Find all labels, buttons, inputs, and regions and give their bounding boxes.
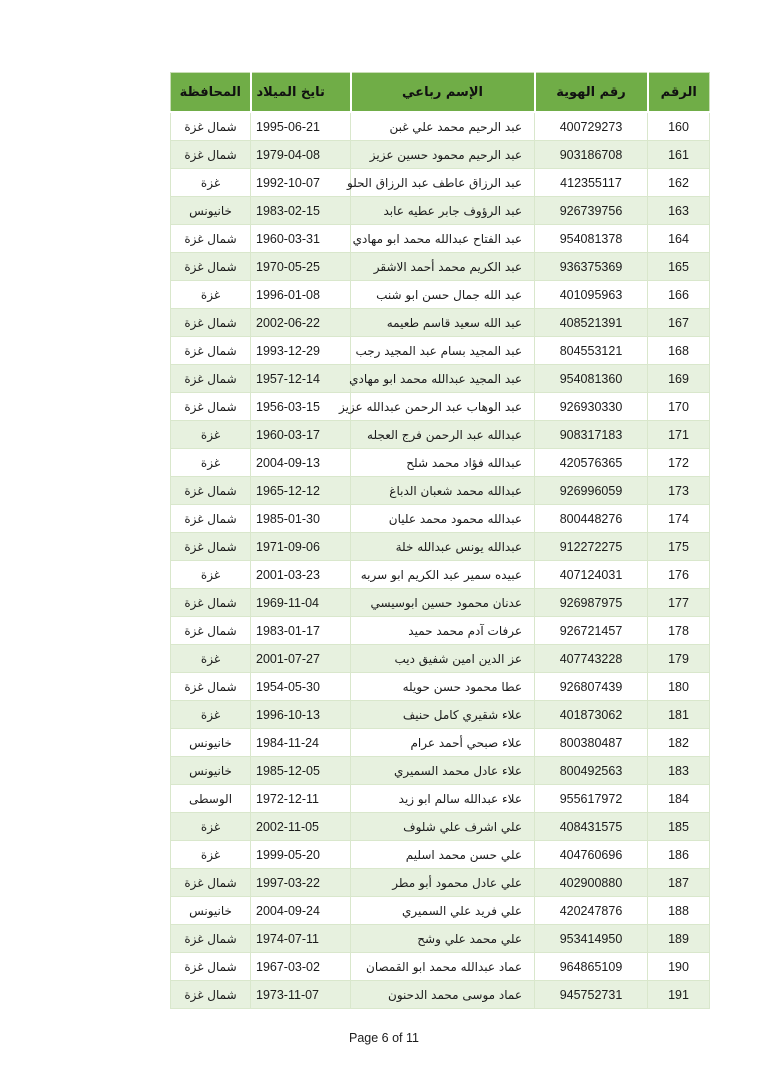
cell-dob: 1969-11-04 <box>251 589 351 617</box>
cell-num: 167 <box>648 309 710 337</box>
cell-id: 964865109 <box>535 953 648 981</box>
cell-id: 404760696 <box>535 841 648 869</box>
table-row <box>171 141 710 169</box>
cell-gov: شمال غزة <box>171 309 251 337</box>
cell-name: عبد الوهاب عبد الرحمن عبدالله عزيز <box>351 393 535 421</box>
cell-gov: غزة <box>171 169 251 197</box>
cell-id: 408431575 <box>535 813 648 841</box>
cell-num: 185 <box>648 813 710 841</box>
table-row <box>171 757 710 785</box>
table-row <box>171 112 710 141</box>
cell-num: 175 <box>648 533 710 561</box>
cell-name: علي عادل محمود أبو مطر <box>351 869 535 897</box>
cell-gov: غزة <box>171 421 251 449</box>
cell-name: عبد الله سعيد قاسم طعيمه <box>351 309 535 337</box>
cell-id: 955617972 <box>535 785 648 813</box>
cell-num: 176 <box>648 561 710 589</box>
cell-dob: 1972-12-11 <box>251 785 351 813</box>
cell-num: 173 <box>648 477 710 505</box>
table-row <box>171 841 710 869</box>
cell-gov: شمال غزة <box>171 505 251 533</box>
table-row <box>171 589 710 617</box>
cell-gov: شمال غزة <box>171 477 251 505</box>
cell-id: 401095963 <box>535 281 648 309</box>
cell-gov: شمال غزة <box>171 869 251 897</box>
cell-id: 800492563 <box>535 757 648 785</box>
cell-name: عبد الكريم محمد أحمد الاشقر <box>351 253 535 281</box>
cell-gov: شمال غزة <box>171 393 251 421</box>
cell-num: 184 <box>648 785 710 813</box>
table-row <box>171 281 710 309</box>
cell-gov: شمال غزة <box>171 365 251 393</box>
cell-gov: شمال غزة <box>171 953 251 981</box>
cell-num: 165 <box>648 253 710 281</box>
table-row <box>171 421 710 449</box>
cell-name: عدنان محمود حسين ابوسيسي <box>351 589 535 617</box>
cell-gov: غزة <box>171 561 251 589</box>
cell-num: 161 <box>648 141 710 169</box>
cell-name: عبدالله محمد شعبان الدباغ <box>351 477 535 505</box>
cell-num: 191 <box>648 981 710 1009</box>
cell-dob: 1973-11-07 <box>251 981 351 1009</box>
cell-num: 168 <box>648 337 710 365</box>
cell-id: 804553121 <box>535 337 648 365</box>
cell-gov: خانيونس <box>171 197 251 225</box>
cell-id: 945752731 <box>535 981 648 1009</box>
cell-id: 407743228 <box>535 645 648 673</box>
cell-name: عبيده سمير عبد الكريم ابو سربه <box>351 561 535 589</box>
cell-dob: 1993-12-29 <box>251 337 351 365</box>
cell-num: 163 <box>648 197 710 225</box>
table-row <box>171 169 710 197</box>
cell-dob: 2004-09-24 <box>251 897 351 925</box>
cell-name: علاء عبدالله سالم ابو زيد <box>351 785 535 813</box>
cell-id: 926996059 <box>535 477 648 505</box>
table-row <box>171 477 710 505</box>
cell-gov: خانيونس <box>171 729 251 757</box>
cell-id: 954081360 <box>535 365 648 393</box>
cell-id: 926930330 <box>535 393 648 421</box>
cell-num: 183 <box>648 757 710 785</box>
cell-gov: شمال غزة <box>171 925 251 953</box>
cell-name: عبدالله فؤاد محمد شلح <box>351 449 535 477</box>
table-row <box>171 869 710 897</box>
cell-num: 166 <box>648 281 710 309</box>
cell-dob: 1992-10-07 <box>251 169 351 197</box>
cell-gov: شمال غزة <box>171 673 251 701</box>
table-row <box>171 225 710 253</box>
table-body <box>171 112 710 1009</box>
cell-dob: 1956-03-15 <box>251 393 351 421</box>
cell-dob: 2001-07-27 <box>251 645 351 673</box>
cell-dob: 1954-05-30 <box>251 673 351 701</box>
table-row <box>171 953 710 981</box>
cell-id: 407124031 <box>535 561 648 589</box>
cell-id: 408521391 <box>535 309 648 337</box>
cell-dob: 1965-12-12 <box>251 477 351 505</box>
table-row <box>171 617 710 645</box>
cell-dob: 1984-11-24 <box>251 729 351 757</box>
cell-dob: 1957-12-14 <box>251 365 351 393</box>
cell-dob: 2001-03-23 <box>251 561 351 589</box>
cell-name: عبد المجيد عبدالله محمد ابو مهادي <box>351 365 535 393</box>
cell-dob: 1983-02-15 <box>251 197 351 225</box>
cell-num: 171 <box>648 421 710 449</box>
cell-dob: 1971-09-06 <box>251 533 351 561</box>
cell-name: علاء عادل محمد السميري <box>351 757 535 785</box>
cell-num: 172 <box>648 449 710 477</box>
page-number-footer: Page 6 of 11 <box>349 1031 419 1045</box>
cell-name: عبد الله جمال حسن ابو شنب <box>351 281 535 309</box>
table-row <box>171 925 710 953</box>
table-row <box>171 813 710 841</box>
cell-num: 182 <box>648 729 710 757</box>
cell-gov: شمال غزة <box>171 533 251 561</box>
cell-id: 401873062 <box>535 701 648 729</box>
cell-id: 926721457 <box>535 617 648 645</box>
cell-id: 903186708 <box>535 141 648 169</box>
cell-gov: شمال غزة <box>171 617 251 645</box>
cell-gov: غزة <box>171 281 251 309</box>
table-row <box>171 309 710 337</box>
cell-num: 160 <box>648 112 710 141</box>
cell-id: 926739756 <box>535 197 648 225</box>
table-header-row <box>171 73 710 113</box>
cell-gov: غزة <box>171 813 251 841</box>
cell-num: 180 <box>648 673 710 701</box>
cell-dob: 2002-11-05 <box>251 813 351 841</box>
cell-num: 189 <box>648 925 710 953</box>
cell-gov: شمال غزة <box>171 253 251 281</box>
cell-gov: شمال غزة <box>171 141 251 169</box>
cell-gov: غزة <box>171 645 251 673</box>
roster-table-container <box>170 72 709 1009</box>
cell-id: 912272275 <box>535 533 648 561</box>
cell-num: 169 <box>648 365 710 393</box>
table-row <box>171 785 710 813</box>
cell-dob: 1985-01-30 <box>251 505 351 533</box>
cell-name: عبدالله عبد الرحمن فرج العجله <box>351 421 535 449</box>
cell-gov: شمال غزة <box>171 981 251 1009</box>
cell-name: عماد عبدالله محمد ابو القمصان <box>351 953 535 981</box>
cell-id: 400729273 <box>535 112 648 141</box>
cell-gov: غزة <box>171 449 251 477</box>
cell-gov: خانيونس <box>171 897 251 925</box>
cell-id: 402900880 <box>535 869 648 897</box>
cell-num: 164 <box>648 225 710 253</box>
cell-gov: شمال غزة <box>171 589 251 617</box>
cell-name: عبد الرحيم محمود حسين عزيز <box>351 141 535 169</box>
cell-id: 954081378 <box>535 225 648 253</box>
column-header-num: الرقم <box>648 73 710 113</box>
cell-dob: 1960-03-31 <box>251 225 351 253</box>
cell-name: عرفات آدم محمد حميد <box>351 617 535 645</box>
cell-name: عبدالله محمود محمد عليان <box>351 505 535 533</box>
cell-name: عبد الرؤوف جابر عطيه عابد <box>351 197 535 225</box>
cell-gov: شمال غزة <box>171 225 251 253</box>
cell-name: علي محمد علي وشح <box>351 925 535 953</box>
table-row <box>171 365 710 393</box>
table-row <box>171 981 710 1009</box>
cell-num: 177 <box>648 589 710 617</box>
column-header-gov: المحافظة <box>171 73 251 113</box>
cell-name: عماد موسى محمد الدحنون <box>351 981 535 1009</box>
cell-name: عطا محمود حسن حويله <box>351 673 535 701</box>
cell-num: 181 <box>648 701 710 729</box>
roster-table <box>170 72 710 1009</box>
table-row <box>171 197 710 225</box>
cell-dob: 1970-05-25 <box>251 253 351 281</box>
cell-num: 174 <box>648 505 710 533</box>
cell-name: عبد الفتاح عبدالله محمد ابو مهادي <box>351 225 535 253</box>
cell-num: 179 <box>648 645 710 673</box>
table-row <box>171 561 710 589</box>
cell-id: 926807439 <box>535 673 648 701</box>
cell-num: 186 <box>648 841 710 869</box>
cell-dob: 2002-06-22 <box>251 309 351 337</box>
cell-num: 162 <box>648 169 710 197</box>
cell-id: 926987975 <box>535 589 648 617</box>
cell-dob: 1967-03-02 <box>251 953 351 981</box>
column-header-id: رقم الهوية <box>535 73 648 113</box>
cell-id: 800448276 <box>535 505 648 533</box>
cell-id: 420247876 <box>535 897 648 925</box>
table-row <box>171 393 710 421</box>
cell-num: 187 <box>648 869 710 897</box>
cell-id: 412355117 <box>535 169 648 197</box>
column-header-dob: تايخ الميلاد <box>251 73 351 113</box>
cell-name: عبد الرحيم محمد علي غبن <box>351 112 535 141</box>
cell-id: 953414950 <box>535 925 648 953</box>
cell-dob: 1983-01-17 <box>251 617 351 645</box>
cell-id: 908317183 <box>535 421 648 449</box>
cell-dob: 1979-04-08 <box>251 141 351 169</box>
cell-dob: 1996-01-08 <box>251 281 351 309</box>
cell-name: علي فريد علي السميري <box>351 897 535 925</box>
table-row <box>171 533 710 561</box>
table-row <box>171 253 710 281</box>
cell-dob: 1996-10-13 <box>251 701 351 729</box>
cell-id: 936375369 <box>535 253 648 281</box>
table-row <box>171 645 710 673</box>
cell-dob: 1974-07-11 <box>251 925 351 953</box>
cell-dob: 1995-06-21 <box>251 112 351 141</box>
cell-gov: الوسطى <box>171 785 251 813</box>
table-row <box>171 897 710 925</box>
cell-name: عز الدين امين شفيق ديب <box>351 645 535 673</box>
cell-gov: شمال غزة <box>171 337 251 365</box>
cell-id: 800380487 <box>535 729 648 757</box>
cell-name: عبد الرزاق عاطف عبد الرزاق الحلو <box>351 169 535 197</box>
cell-gov: غزة <box>171 701 251 729</box>
cell-name: علاء صبحي أحمد عرام <box>351 729 535 757</box>
table-row <box>171 337 710 365</box>
cell-gov: شمال غزة <box>171 112 251 141</box>
table-row <box>171 673 710 701</box>
cell-name: عبدالله يونس عبدالله خلة <box>351 533 535 561</box>
cell-dob: 1999-05-20 <box>251 841 351 869</box>
cell-gov: غزة <box>171 841 251 869</box>
cell-name: علاء شقيري كامل حنيف <box>351 701 535 729</box>
cell-id: 420576365 <box>535 449 648 477</box>
cell-dob: 1985-12-05 <box>251 757 351 785</box>
column-header-name: الإسم رباعي <box>351 73 535 113</box>
table-row <box>171 449 710 477</box>
cell-name: علي حسن محمد اسليم <box>351 841 535 869</box>
cell-dob: 1960-03-17 <box>251 421 351 449</box>
cell-gov: خانيونس <box>171 757 251 785</box>
cell-dob: 2004-09-13 <box>251 449 351 477</box>
table-row <box>171 729 710 757</box>
cell-name: عبد المجيد بسام عبد المجيد رجب <box>351 337 535 365</box>
cell-num: 178 <box>648 617 710 645</box>
cell-name: علي اشرف علي شلوف <box>351 813 535 841</box>
cell-num: 188 <box>648 897 710 925</box>
cell-num: 190 <box>648 953 710 981</box>
cell-dob: 1997-03-22 <box>251 869 351 897</box>
table-row <box>171 505 710 533</box>
table-row <box>171 701 710 729</box>
cell-num: 170 <box>648 393 710 421</box>
